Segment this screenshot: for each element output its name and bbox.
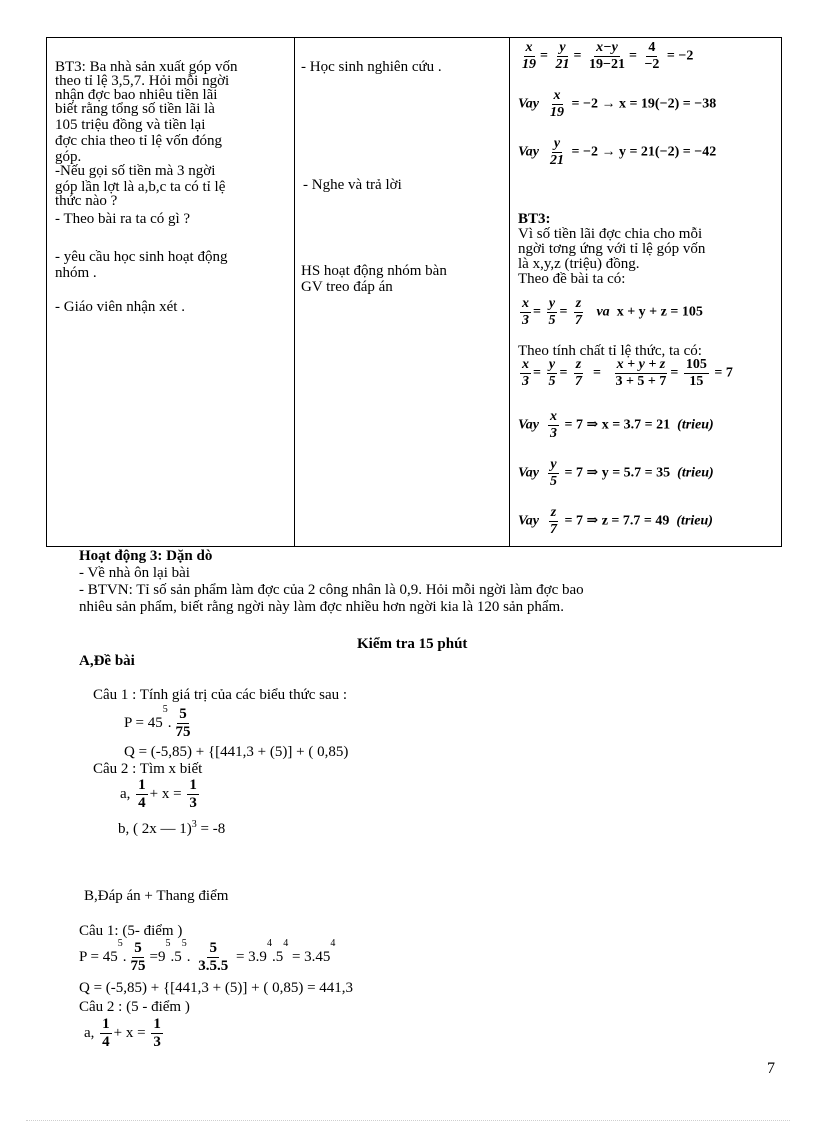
- answer-p: $P = 45^5$. $\frac{5}{75}$ $=9^5.5^5$. $\frac{5}{3.5.5}$ = $3.9^4.5^4 = 3.45^4$: [79, 938, 336, 974]
- y-result: Vay $\frac{y}{21}$ = −2 → y = 21(−2) = −42: [518, 136, 717, 168]
- page-number: 7: [767, 1060, 775, 1077]
- c1-line: 105 triệu đồng và tiền lại: [55, 117, 206, 133]
- y-share: Vay $\frac{y}{5}$ = 7 ⇒ y = 5.7 = 35 (trieu): [518, 457, 714, 489]
- lesson-table: [46, 37, 782, 547]
- eq-a: a, $\frac{1}{4}$ + x = $\frac{1}{3}$: [120, 777, 197, 811]
- bt3-heading: BT3:: [518, 211, 551, 227]
- ratio-given: $\frac{x}{3}$ = $\frac{y}{5}$ = $\frac{z}{7}$ va x + y + z = 105: [522, 296, 703, 328]
- c1-line: BT3: Ba nhà sản xuất góp vốn: [55, 59, 238, 75]
- c1-line: thức nào ?: [55, 193, 118, 209]
- homework-line: nhiêu sản phẩm, biết rằng ngời này làm đợc nhiều hơn ngời kia là 120 sản phẩm.: [79, 599, 564, 615]
- c3-line: Theo tính chất tỉ lệ thức, ta có:: [518, 343, 702, 359]
- c2-line: - Học sinh nghiên cứu .: [301, 59, 442, 75]
- expr-p: $P = 45^5$. $\frac{5}{75}$: [124, 704, 191, 740]
- c1-line: nhóm .: [55, 265, 97, 281]
- test-title: Kiểm tra 15 phút: [357, 636, 468, 652]
- expr-q: Q = (-5,85) + {[441,3 + (5)] + ( 0,85): [124, 744, 349, 760]
- c3-line: Vì số tiền lãi đợc chia cho mỗi: [518, 226, 703, 242]
- student-activity-cell: [295, 38, 510, 547]
- c1-line: góp.: [55, 149, 82, 165]
- ratio-chain: $\frac{x}{19}$ = $\frac{y}{21}$ = $\frac{x-y}{19-21}$ = $\frac{4}{-2}$ = −2: [522, 40, 694, 72]
- c3-line: ngời tơng ứng với tỉ lệ góp vốn: [518, 241, 706, 257]
- answer-1-title: Câu 1: (5- điểm ): [79, 923, 183, 939]
- content-cell: [510, 38, 782, 547]
- question-2: Câu 2 : Tìm x biết: [93, 761, 203, 777]
- section-a-title: A,Đề bài: [79, 653, 135, 669]
- homework-line: - BTVN: Tỉ số sản phẩm làm đợc của 2 công nhân là 0,9. Hỏi mỗi ngời làm đợc bao: [79, 582, 584, 598]
- c2-line: HS hoạt động nhóm bàn: [301, 263, 447, 279]
- answer-eq-a: a, $\frac{1}{4}$ + x = $\frac{1}{3}$: [84, 1016, 161, 1050]
- c1-line: -Nếu gọi số tiền mà 3 ngời: [55, 163, 216, 179]
- teacher-activity-cell: [47, 38, 295, 547]
- x-result: Vay $\frac{x}{19}$ = −2 → x = 19(−2) = −38: [518, 88, 717, 120]
- c1-line: - Theo bài ra ta có gì ?: [55, 211, 191, 227]
- c3-line: là x,y,z (triệu) đồng.: [518, 256, 640, 272]
- ratio-sum: $\frac{x}{3}$ = $\frac{y}{5}$ = $\frac{z}{7}$ = $\frac{x + y + z}{3 + 5 + 7}$ = $\frac{105}{15}$ = 7: [522, 357, 733, 389]
- c1-line: theo tỉ lệ 3,5,7. Hỏi mỗi ngời: [55, 73, 230, 89]
- activity3-title: Hoạt động 3: Dặn dò: [79, 548, 213, 564]
- z-share: Vay $\frac{z}{7}$ = 7 ⇒ z = 7.7 = 49 (trieu): [518, 505, 713, 537]
- section-b-title: B,Đáp án + Thang điểm: [84, 888, 229, 904]
- c2-line: - Nghe và trả lời: [303, 177, 402, 193]
- c1-line: - yêu cầu học sinh hoạt động: [55, 249, 228, 265]
- c1-line: nhận đợc bao nhiêu tiền lãi: [55, 87, 218, 103]
- answer-q: Q = (-5,85) + {[441,3 + (5)] + ( 0,85) = 441,3: [79, 980, 354, 996]
- c3-line: Theo đề bài ta có:: [518, 271, 626, 287]
- c1-line: - Giáo viên nhận xét .: [55, 299, 185, 315]
- question-1: Câu 1 : Tính giá trị của các biểu thức sau :: [93, 687, 348, 703]
- x-share: Vay $\frac{x}{3}$ = 7 ⇒ x = 3.7 = 21 (trieu): [518, 409, 714, 441]
- eq-b: b, ( 2x — 1)$^3$ = -8: [118, 819, 226, 837]
- c1-line: đợc chia theo tỉ lệ vốn đóng: [55, 133, 223, 149]
- page-bottom-divider: [26, 1120, 790, 1121]
- c2-line: GV treo đáp án: [301, 279, 393, 295]
- homework-line: - Về nhà ôn lại bài: [79, 565, 190, 581]
- c1-line: góp lần lợt là a,b,c ta có tỉ lệ: [55, 179, 226, 195]
- c1-line: biết rằng tổng số tiền lãi là: [55, 101, 215, 117]
- answer-2-title: Câu 2 : (5 - điểm ): [79, 999, 190, 1015]
